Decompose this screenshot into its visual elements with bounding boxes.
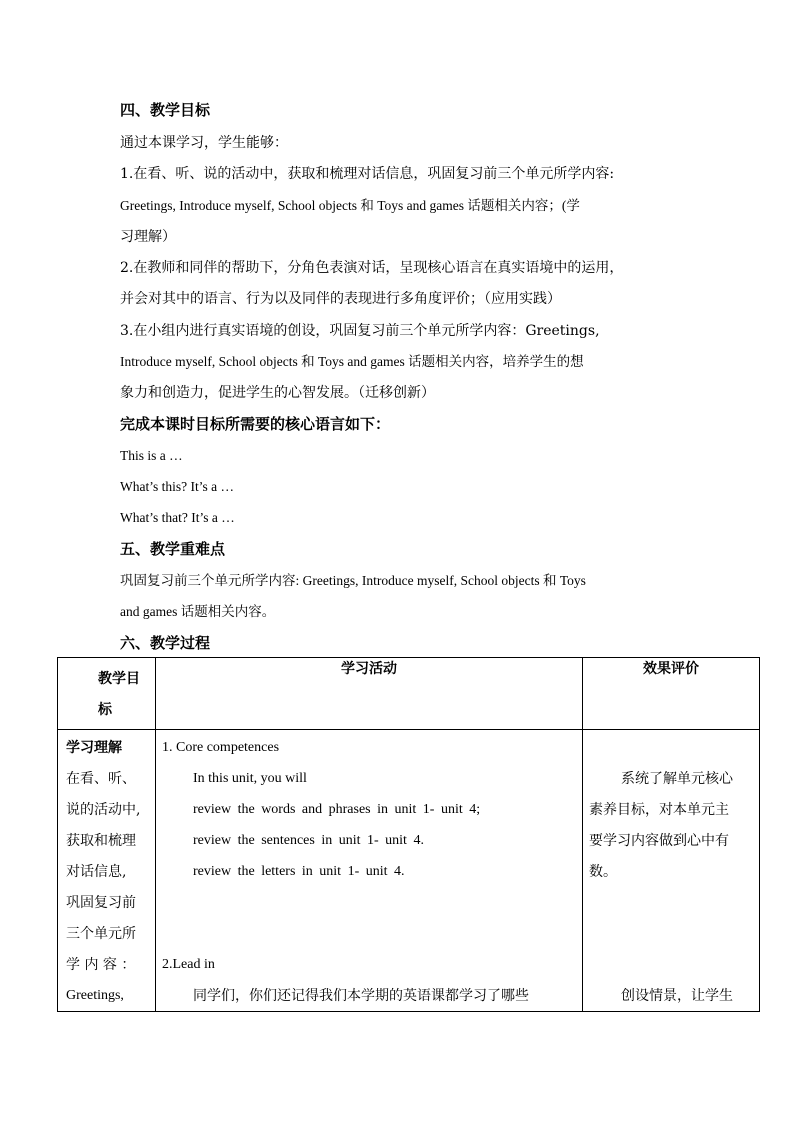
goal3-line1: 3.在小组内进行真实语境的创设，巩固复习前三个单元所学内容：Greetings, xyxy=(120,323,600,339)
goal1-line2: Greetings, Introduce myself, School objects 和 Toys and games 话题相关内容；(学 xyxy=(120,198,580,213)
evaluation-line-5: 创设情景，让学生 xyxy=(621,988,733,1004)
section5-heading: 五、教学重难点 xyxy=(120,540,226,558)
goal-line-7: 学 内 容 ： xyxy=(66,957,136,973)
activity-cell xyxy=(156,730,583,1012)
goal-line-6: 三个单元所 xyxy=(66,926,136,942)
core-language-1: This is a … xyxy=(120,448,183,463)
goal-title: 学习理解 xyxy=(66,740,122,756)
section4-intro: 通过本课学习，学生能够： xyxy=(120,135,288,151)
goal-line-4: 对话信息, xyxy=(66,864,127,880)
activity-item1-title: 1. Core competences xyxy=(162,740,280,755)
section5-line2: and games 话题相关内容。 xyxy=(120,604,276,619)
goal3-line2: Introduce myself, School objects 和 Toys and games 话题相关内容，培养学生的想 xyxy=(120,354,584,369)
teaching-process-table xyxy=(57,657,760,1012)
section5-line1: 巩固复习前三个单元所学内容: Greetings, Introduce myself, School objects 和 Toys xyxy=(120,573,586,588)
evaluation-line-4: 数。 xyxy=(589,864,617,880)
goal-line-2: 说的活动中, xyxy=(66,802,141,818)
activity-item1-line4: review the letters in unit 1- unit 4. xyxy=(193,864,405,879)
goal2-line2: 并会对其中的语言、行为以及同伴的表现进行多角度评价；（应用实践） xyxy=(120,291,561,307)
activity-item1-line1: In this unit, you will xyxy=(193,771,307,786)
activity-item1-line3: review the sentences in unit 1- unit 4. xyxy=(193,833,424,848)
header-cell-evaluation xyxy=(583,658,760,730)
goal1-line3: 习理解） xyxy=(120,229,176,245)
goal3-line3: 象力和创造力，促进学生的心智发展。（迁移创新） xyxy=(120,385,435,401)
header-cell-goal xyxy=(58,658,156,730)
goal2-line1: 2.在教师和同伴的帮助下，分角色表演对话，呈现核心语言在真实语境中的运用， xyxy=(120,260,624,276)
goal-line-1: 在看、听、 xyxy=(66,771,136,787)
evaluation-line-2: 素养目标，对本单元主 xyxy=(589,802,729,818)
table-header-row xyxy=(58,658,760,730)
table-row xyxy=(58,730,760,1012)
section6-heading: 六、教学过程 xyxy=(120,634,211,652)
core-language-3: What’s that? It’s a … xyxy=(120,510,235,525)
header-evaluation-label: 效果评价 xyxy=(643,661,699,677)
core-language-2: What’s this? It’s a … xyxy=(120,479,234,494)
goal-line-8: Greetings, xyxy=(66,988,124,1003)
evaluation-cell xyxy=(583,730,760,1012)
goal1-line1: 1.在看、听、说的活动中，获取和梳理对话信息，巩固复习前三个单元所学内容: xyxy=(120,166,615,182)
activity-item1-line2: review the words and phrases in unit 1- unit 4; xyxy=(193,802,481,817)
header-activity-label: 学习活动 xyxy=(341,661,397,677)
header-goal-line1: 教学目 xyxy=(98,671,140,687)
evaluation-line-3: 要学习内容做到心中有 xyxy=(589,833,729,849)
core-language-heading: 完成本课时目标所需要的核心语言如下： xyxy=(120,415,391,433)
goal-line-5: 巩固复习前 xyxy=(66,895,136,911)
goal-line-3: 获取和梳理 xyxy=(66,833,136,849)
section4-heading: 四、教学目标 xyxy=(120,101,211,119)
goal-cell xyxy=(58,730,156,1012)
header-cell-activity xyxy=(156,658,583,730)
activity-item2-line1: 同学们，你们还记得我们本学期的英语课都学习了哪些 xyxy=(193,988,529,1004)
evaluation-line-1: 系统了解单元核心 xyxy=(621,771,733,787)
header-goal-line2: 标 xyxy=(98,702,112,718)
activity-item2-title: 2.Lead in xyxy=(162,957,215,972)
